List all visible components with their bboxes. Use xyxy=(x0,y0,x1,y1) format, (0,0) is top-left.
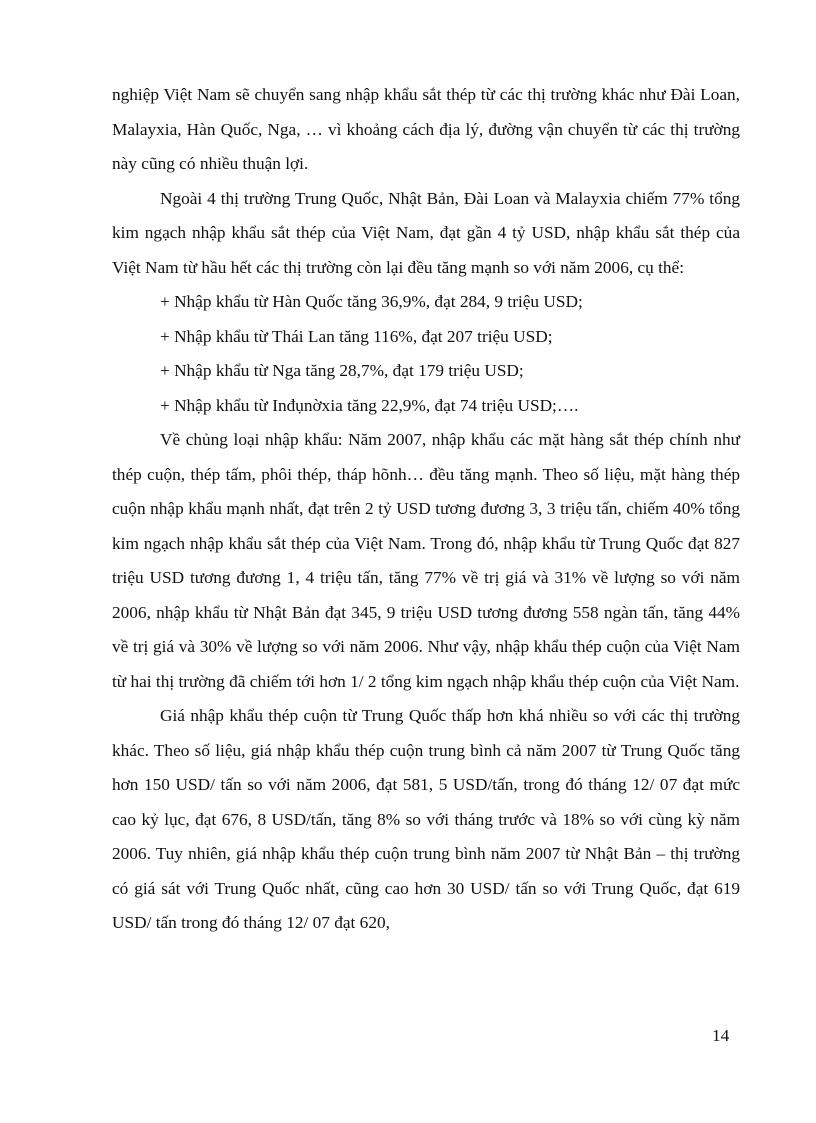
paragraph-other-markets: Ngoài 4 thị trường Trung Quốc, Nhật Bản, Đài Loan và Malayxia chiếm 77% tổng kim ngạch nhập khẩu sắt thép của Việt Nam, đạt gần 4 tỷ USD, nhập khẩu sắt thép của Việt Nam từ hầu hết các thị trường còn lại đều tăng mạnh so với năm 2006, cụ thể: xyxy=(112,188,740,277)
bullet-thailand: + Nhập khẩu từ Thái Lan tăng 116%, đạt 207 triệu USD; xyxy=(160,326,553,346)
body-text xyxy=(112,78,740,941)
paragraph-continuation: nghiệp Việt Nam sẽ chuyển sang nhập khẩu sắt thép từ các thị trường khác như Đài Loan, Malayxia, Hàn Quốc, Nga, … vì khoảng cách địa lý, đường vận chuyển từ các thị trường này cũng có nhiều thuận lợi. xyxy=(112,85,740,173)
paragraph-product-types: Về chủng loại nhập khẩu: Năm 2007, nhập khẩu các mặt hàng sắt thép chính như thép cuộn, thép tấm, phôi thép, tháp hõnh… đều tăng mạnh. Theo số liệu, mặt hàng thép cuộn nhập khẩu mạnh nhất, đạt trên 2 tỷ USD tương đương 3, 3 triệu tấn, chiếm 40% tổng kim ngạch nhập khẩu sắt thép của Việt Nam. Trong đó, nhập khẩu từ Trung Quốc đạt 827 triệu USD tương đương 1, 4 triệu tấn, tăng 77% về trị giá và 31% về lượng so với năm 2006, nhập khẩu từ Nhật Bản đạt 345, 9 triệu USD tương đương 558 ngàn tấn, tăng 44% về trị giá và 30% về lượng so với năm 2006. Như vậy, nhập khẩu thép cuộn của Việt Nam từ hai thị trường đã chiếm tới hơn 1/ 2 tổng kim ngạch nhập khẩu thép cuộn của Việt Nam. xyxy=(112,430,740,691)
paragraph-coil-prices: Giá nhập khẩu thép cuộn từ Trung Quốc thấp hơn khá nhiều so với các thị trường khác. Theo số liệu, giá nhập khẩu thép cuộn trung bình cả năm 2007 từ Trung Quốc tăng hơn 150 USD/ tấn so với năm 2006, đạt 581, 5 USD/tấn, trong đó tháng 12/ 07 đạt mức cao kỷ lục, đạt 676, 8 USD/tấn, tăng 8% so với tháng trước và 18% so với cùng kỳ năm 2006. Tuy nhiên, giá nhập khẩu thép cuộn trung bình năm 2007 từ Nhật Bản – thị trường có giá sát với Trung Quốc nhất, cũng cao hơn 30 USD/ tấn so với Trung Quốc, đạt 619 USD/ tấn trong đó tháng 12/ 07 đạt 620, xyxy=(112,706,740,932)
bullet-russia: + Nhập khẩu từ Nga tăng 28,7%, đạt 179 triệu USD; xyxy=(160,361,524,380)
bullet-korea: + Nhập khẩu từ Hàn Quốc tăng 36,9%, đạt 284, 9 triệu USD; xyxy=(160,292,583,311)
page-number: 14 xyxy=(712,1026,730,1045)
bullet-indonesia: + Nhập khẩu từ Inđụnờxia tăng 22,9%, đạt 74 triệu USD;…. xyxy=(160,395,579,415)
